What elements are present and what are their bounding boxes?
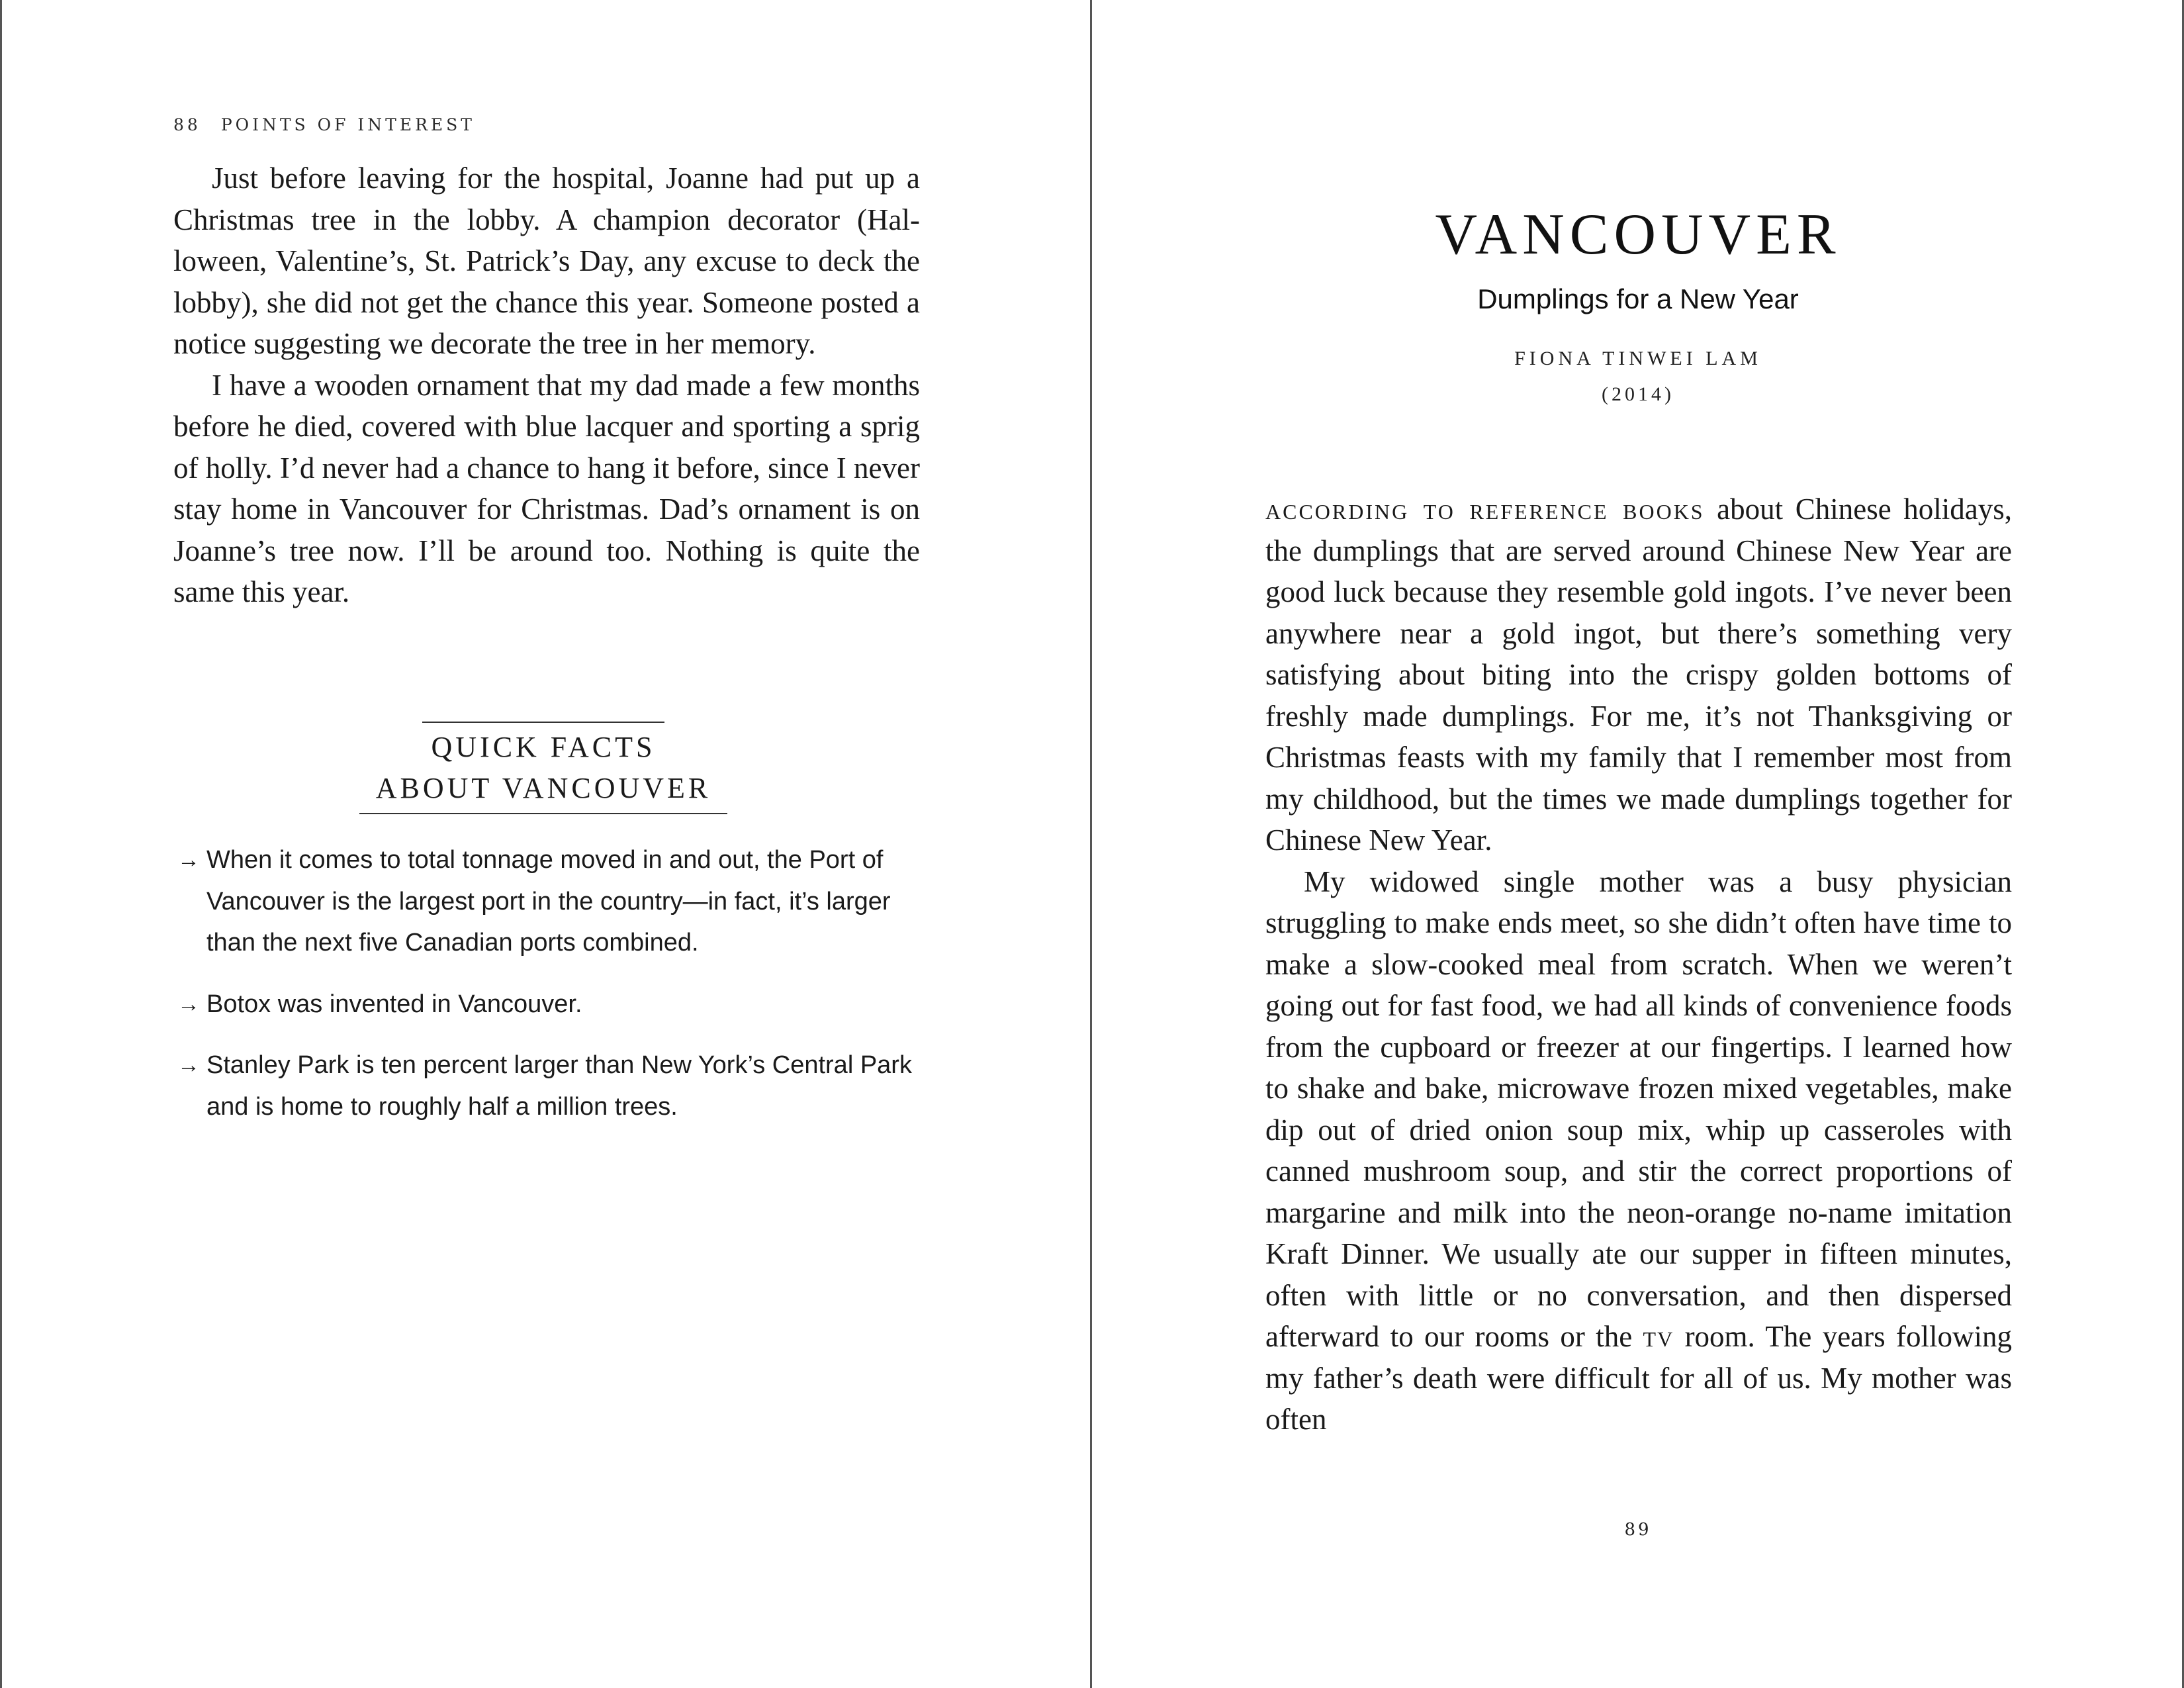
left-page-number: 88 [173,115,201,134]
running-head-title: POINTS OF INTEREST [220,115,475,134]
quick-fact-text: When it comes to total tonnage moved in and out, the Port of Vancouver is the largest port in the country—in fact, it’s larger than the next five Canadian ports combined. [206,846,891,957]
arrow-right-icon: → [177,991,200,1017]
chapter-author: FIONA TINWEI LAM [1514,348,1762,369]
quick-facts-heading [357,722,729,814]
right-paragraph-2-text-a: My widowed single mother was a busy physician struggling to make ends meet, so she didn’t often have time to make a slow-cooked meal from scratch. When we weren’t going out for fast food, we had all kinds of convenience foods from the cupboard or freezer at our fingertips. I learned how to shake and bake, microwave frozen mixed vegetables, make dip out of dried onion soup mix, whip up casseroles with canned mushroom soup, and stir the correct proportions of margarine and milk into the neon-orange no-name imitation Kraft Dinner. We usually ate our supper in fifteen minutes, often with little or no conversation, and then dispersed afterward to our rooms or the [1265,865,2012,1353]
left-paragraph-1: Just before leaving for the hospital, Joanne had put up a Christmas tree in the lobby. A champion decorator (Halloween, Valentine’s, St. Patrick’s Day, any excuse to deck the lobby), she did not get the chance this year. Someone posted a notice suggesting we decorate the tree in her memory. [173,162,920,360]
quick-fact-item [177,839,912,964]
lead-in-small-caps: according to reference books [1265,492,1705,526]
chapter-title: VANCOUVER [1435,203,1841,267]
right-paragraph-2-text-b: room. The years following my father’s death were difficult for all of us. My mother was often [1265,1320,2012,1436]
running-head [173,115,475,134]
left-page [0,0,1090,1688]
chapter-year: (2014) [1602,383,1674,405]
right-paragraph-1-text: about Chinese holidays, the dumplings that are served around Chinese New Year are good luck because they resemble gold ingots. I’ve never been anywhere near a gold ingot, but there’s something very satisfying about biting into the crispy golden bottoms of freshly made dumplings. For me, it’s not Thanksgiving or Christmas feasts with my family that I remember most from my childhood, but the times we made dumplings together for Chinese New Year. [1265,492,2012,857]
quick-fact-item [177,984,912,1025]
left-body-text [173,158,920,613]
chapter-subtitle: Dumplings for a New Year [1477,283,1799,314]
right-page-number: 89 [1624,1520,1652,1540]
quick-facts-title-line-1: QUICK FACTS [431,731,656,763]
quick-fact-text: Stanley Park is ten percent larger than New York’s Central Park and is home to roughly half a million trees. [206,1051,912,1121]
quick-facts-list [177,839,912,1147]
quick-facts-rule-bottom [359,813,727,814]
quick-fact-text: Botox was invented in Vancouver. [206,990,582,1018]
arrow-right-icon: → [177,847,200,872]
arrow-right-icon: → [177,1053,200,1078]
quick-fact-item [177,1045,912,1127]
right-paragraph-2 [1265,861,2012,1440]
left-paragraph-2: I have a wooden ornament that my dad made a few months before he died, covered with blue lacquer and sporting a sprig of holly. I’d never had a chance to hang it before, since I never stay home in Vancouver for Christmas. Dad’s ornament is on Joanne’s tree now. I’ll be around too. Nothing is quite the same this year. [173,368,920,608]
tv-small-caps: tv [1643,1320,1674,1353]
quick-facts-title-line-2: ABOUT VANCOUVER [375,772,711,804]
right-body-text [1265,489,2012,1440]
right-paragraph-1 [1265,489,2012,861]
quick-facts-rule-top [422,722,664,723]
